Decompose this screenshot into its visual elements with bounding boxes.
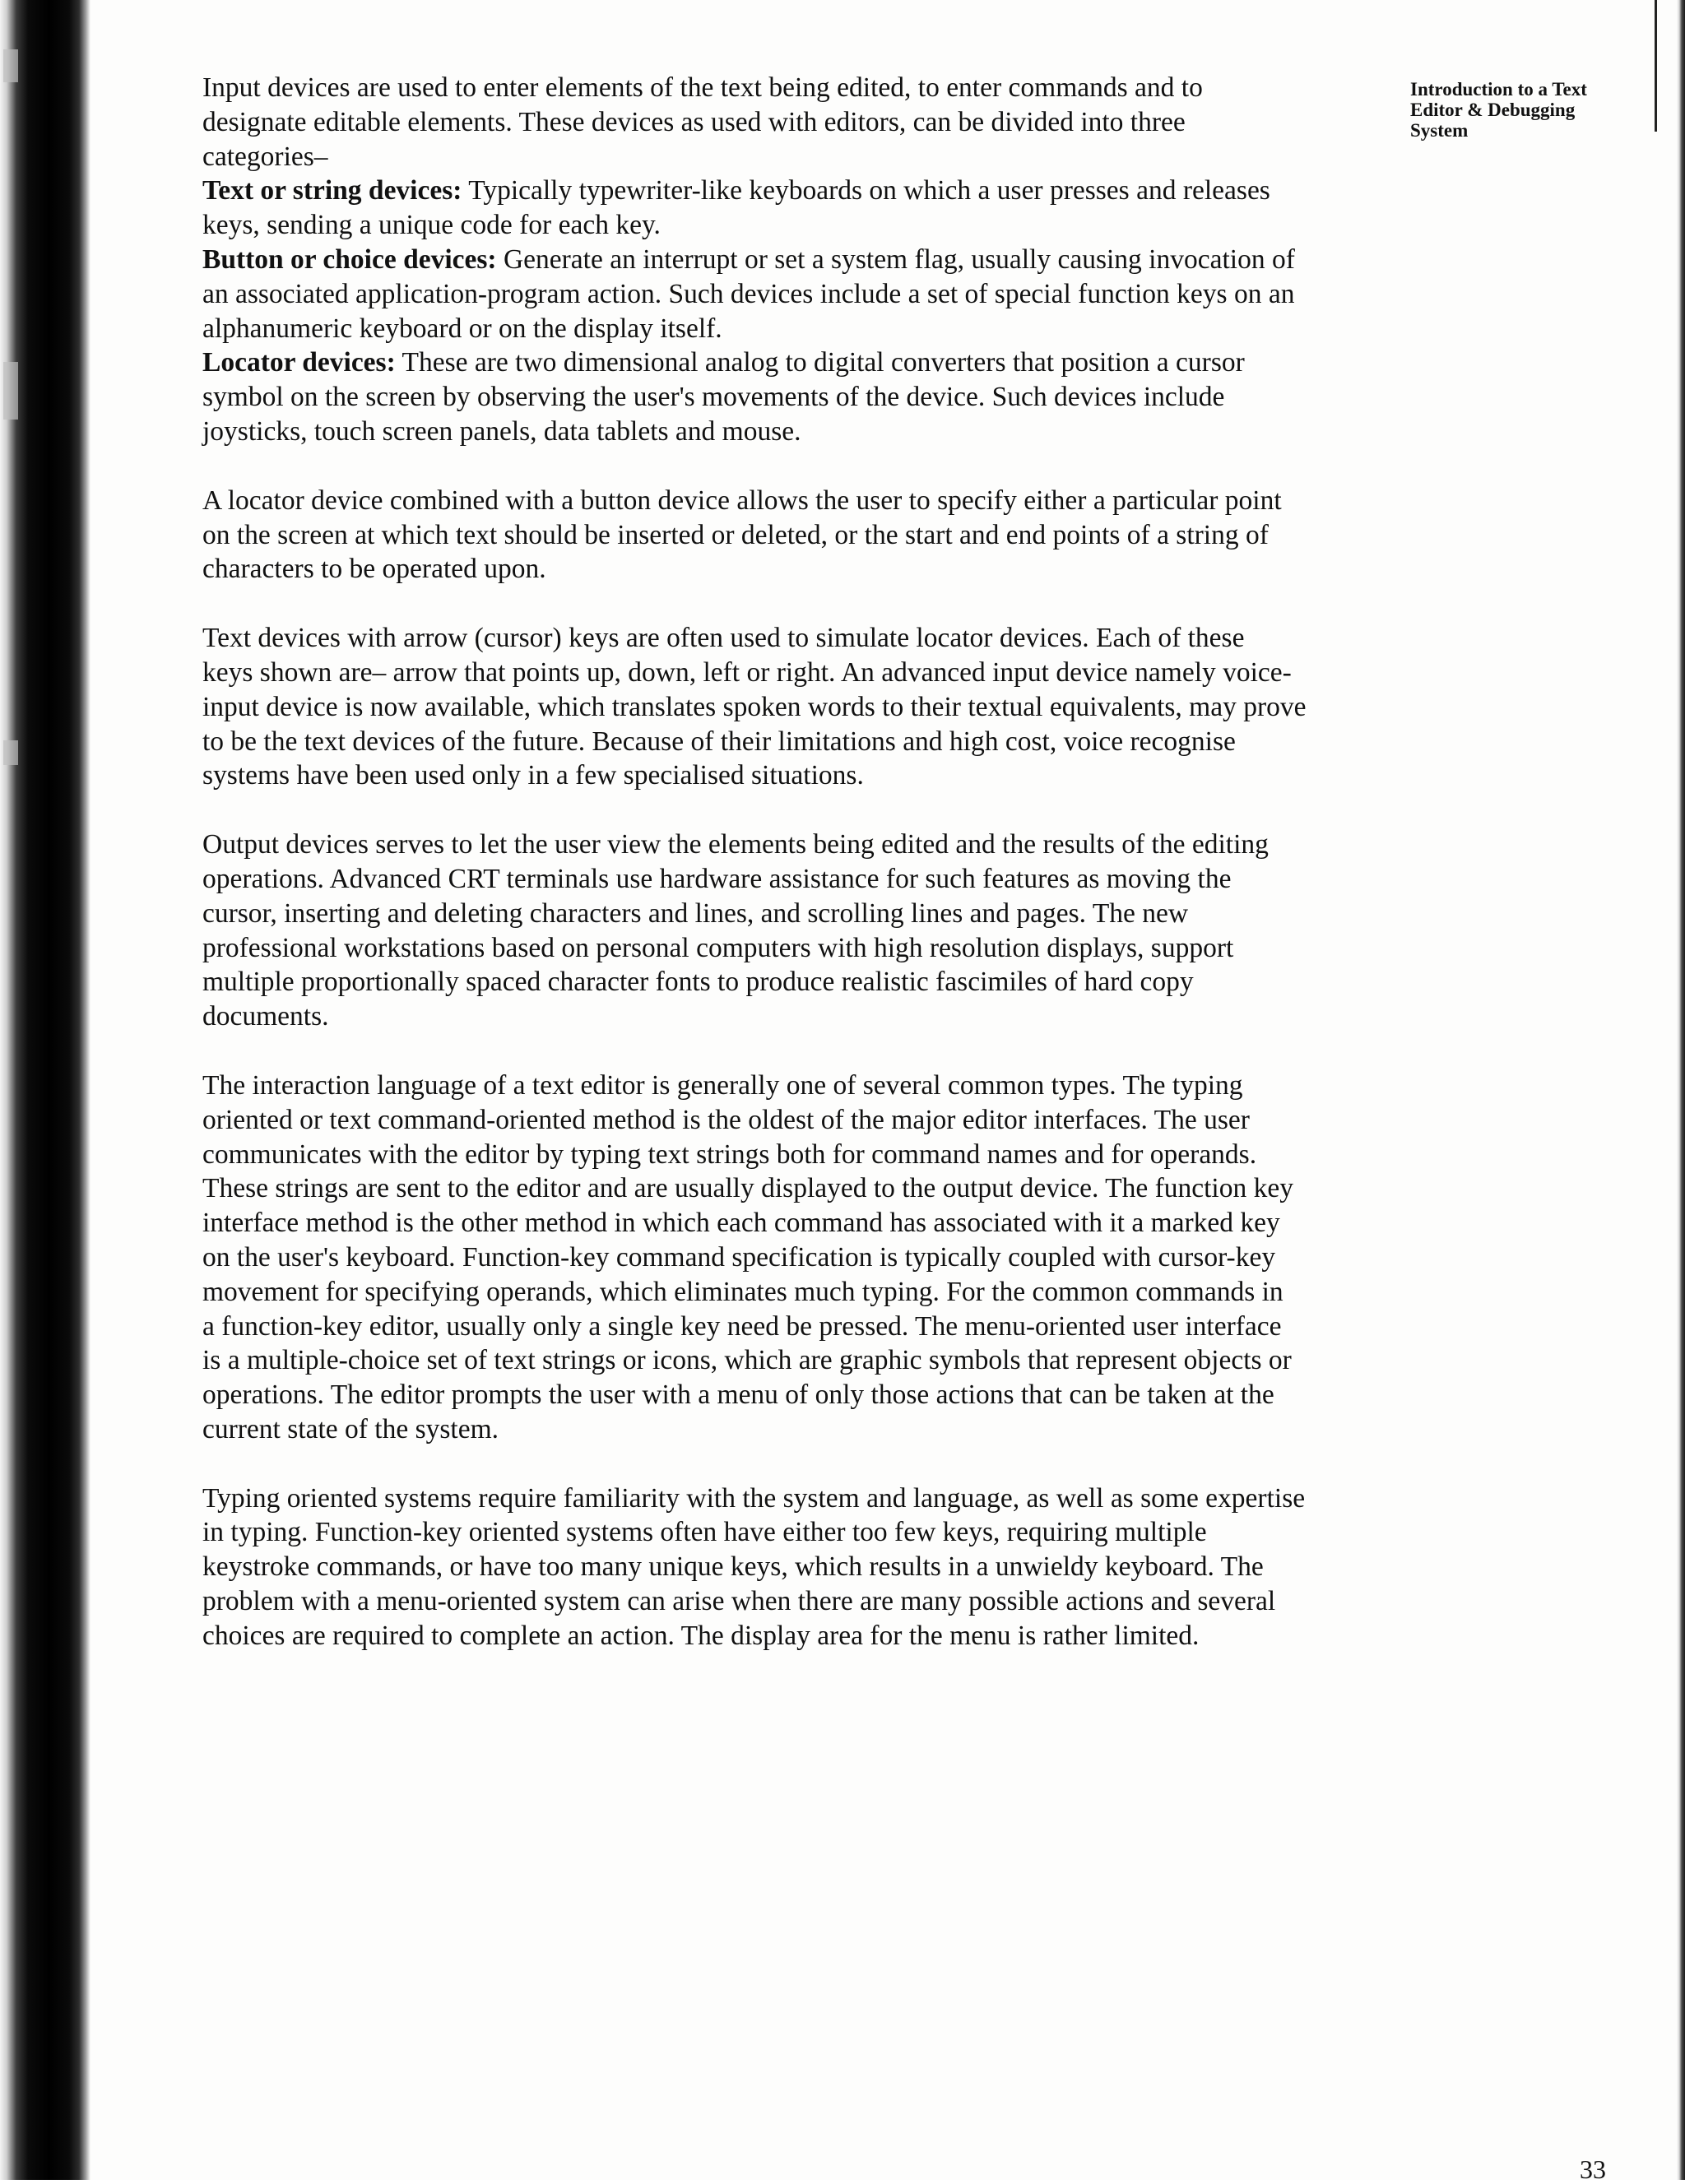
definition-term: Text or string devices: bbox=[202, 175, 462, 206]
text-line: documents. bbox=[202, 1001, 329, 1032]
text-line: an associated application-program action. Such devices include a set of special function keys on an bbox=[202, 278, 1295, 309]
text-line: a function-key editor, usually only a single key need be pressed. The menu-oriented user interface bbox=[202, 1310, 1282, 1342]
text-line: Output devices serves to let the user view the elements being edited and the results of the editing bbox=[202, 829, 1269, 860]
page-right-edge bbox=[1677, 0, 1685, 2180]
text-line: operations. The editor prompts the user with a menu of only those actions that can be taken at the bbox=[202, 1379, 1274, 1411]
text-line: current state of the system. bbox=[202, 1413, 499, 1444]
running-header-line: Introduction to a Text bbox=[1410, 79, 1587, 100]
text-line: These strings are sent to the editor and are usually displayed to the output device. The function key bbox=[202, 1173, 1293, 1204]
text-line bbox=[202, 174, 1437, 208]
body-text bbox=[202, 71, 1437, 1653]
text-line: movement for specifying operands, which eliminates much typing. For the common commands in bbox=[202, 1276, 1283, 1307]
text-line: Text devices with arrow (cursor) keys are often used to simulate locator devices. Each of these bbox=[202, 623, 1245, 654]
definition-button-devices bbox=[202, 243, 1437, 345]
text-line: characters to be operated upon. bbox=[202, 554, 546, 585]
text-line bbox=[202, 243, 1437, 277]
text-line: input device is now available, which translates spoken words to their textual equivalents, may prove bbox=[202, 691, 1307, 722]
paragraph-output-devices bbox=[202, 828, 1437, 1034]
text-line: professional workstations based on personal computers with high resolution displays, support bbox=[202, 932, 1234, 963]
text-line: to be the text devices of the future. Because of their limitations and high cost, voice recognise bbox=[202, 726, 1236, 757]
definition-text: Generate an interrupt or set a system flag, usually causing invocation of bbox=[496, 243, 1295, 275]
text-line: on the user's keyboard. Function-key command specification is typically coupled with cursor-key bbox=[202, 1241, 1276, 1273]
text-line: alphanumeric keyboard or on the display itself. bbox=[202, 313, 722, 344]
text-line: A locator device combined with a button device allows the user to specify either a particular point bbox=[202, 485, 1282, 516]
paragraph-spacer bbox=[202, 587, 1437, 621]
text-line: operations. Advanced CRT terminals use hardware assistance for such features as moving the bbox=[202, 863, 1232, 894]
definition-text: These are two dimensional analog to digital converters that position a cursor bbox=[395, 347, 1245, 378]
page-number: 33 bbox=[1580, 2154, 1606, 2184]
text-line: interface method is the other method in which each command has associated with it a marked key bbox=[202, 1208, 1280, 1239]
text-line: The interaction language of a text editor is generally one of several common types. The typing bbox=[202, 1069, 1243, 1101]
definition-locator-devices bbox=[202, 345, 1437, 448]
text-line: communicates with the editor by typing text strings both for command names and for operands. bbox=[202, 1138, 1257, 1170]
text-line: joysticks, touch screen panels, data tablets and mouse. bbox=[202, 415, 801, 447]
page-binding-edge bbox=[0, 0, 91, 2180]
text-line: keys shown are– arrow that points up, down, left or right. An advanced input device namely voice- bbox=[202, 656, 1292, 688]
paragraph-input-devices bbox=[202, 71, 1437, 174]
running-header bbox=[1410, 79, 1657, 141]
definition-term: Button or choice devices: bbox=[202, 243, 497, 275]
text-line: Input devices are used to enter elements of the text being edited, to enter commands and to bbox=[202, 72, 1203, 103]
definition-text: Typically typewriter-like keyboards on which a user presses and releases bbox=[462, 175, 1270, 206]
text-line: oriented or text command-oriented method is the oldest of the major editor interfaces. The user bbox=[202, 1104, 1250, 1135]
text-line: problem with a menu-oriented system can arise when there are many possible actions and several bbox=[202, 1586, 1276, 1617]
text-line: designate editable elements. These devices as used with editors, can be divided into three bbox=[202, 106, 1186, 137]
scan-speck bbox=[3, 362, 18, 420]
definition-term: Locator devices: bbox=[202, 347, 396, 378]
text-line: choices are required to complete an action. The display area for the menu is rather limited. bbox=[202, 1620, 1200, 1651]
text-line: on the screen at which text should be inserted or deleted, or the start and end points of a string of bbox=[202, 519, 1269, 550]
paragraph-spacer bbox=[202, 1034, 1437, 1069]
text-line: categories– bbox=[202, 141, 328, 172]
running-header-line: Editor & Debugging bbox=[1410, 100, 1576, 120]
paragraph-system-comparison bbox=[202, 1482, 1437, 1653]
paragraph-arrow-keys bbox=[202, 621, 1437, 793]
text-line: Typing oriented systems require familiarity with the system and language, as well as some expertise bbox=[202, 1482, 1306, 1514]
running-header-line: System bbox=[1410, 120, 1469, 141]
scan-speck bbox=[3, 740, 18, 765]
text-line bbox=[202, 345, 1437, 380]
text-line: keystroke commands, or have too many unique keys, which results in a unwieldy keyboard. The bbox=[202, 1551, 1264, 1583]
text-line: keys, sending a unique code for each key. bbox=[202, 210, 661, 241]
text-line: in typing. Function-key oriented systems often have either too few keys, requiring multiple bbox=[202, 1517, 1207, 1548]
paragraph-interaction-language bbox=[202, 1069, 1437, 1447]
text-line: multiple proportionally spaced character fonts to produce realistic fascimiles of hard copy bbox=[202, 967, 1194, 998]
text-line: cursor, inserting and deleting characters and lines, and scrolling lines and pages. The new bbox=[202, 897, 1189, 929]
scan-speck bbox=[3, 49, 18, 82]
paragraph-spacer bbox=[202, 793, 1437, 828]
text-line: is a multiple-choice set of text strings or icons, which are graphic symbols that represent objects or bbox=[202, 1345, 1292, 1376]
text-line: symbol on the screen by observing the user's movements of the device. Such devices include bbox=[202, 382, 1225, 413]
text-line: systems have been used only in a few specialised situations. bbox=[202, 760, 864, 791]
paragraph-spacer bbox=[202, 449, 1437, 484]
paragraph-locator-button bbox=[202, 484, 1437, 587]
definition-text-devices bbox=[202, 174, 1437, 243]
paragraph-spacer bbox=[202, 1447, 1437, 1482]
